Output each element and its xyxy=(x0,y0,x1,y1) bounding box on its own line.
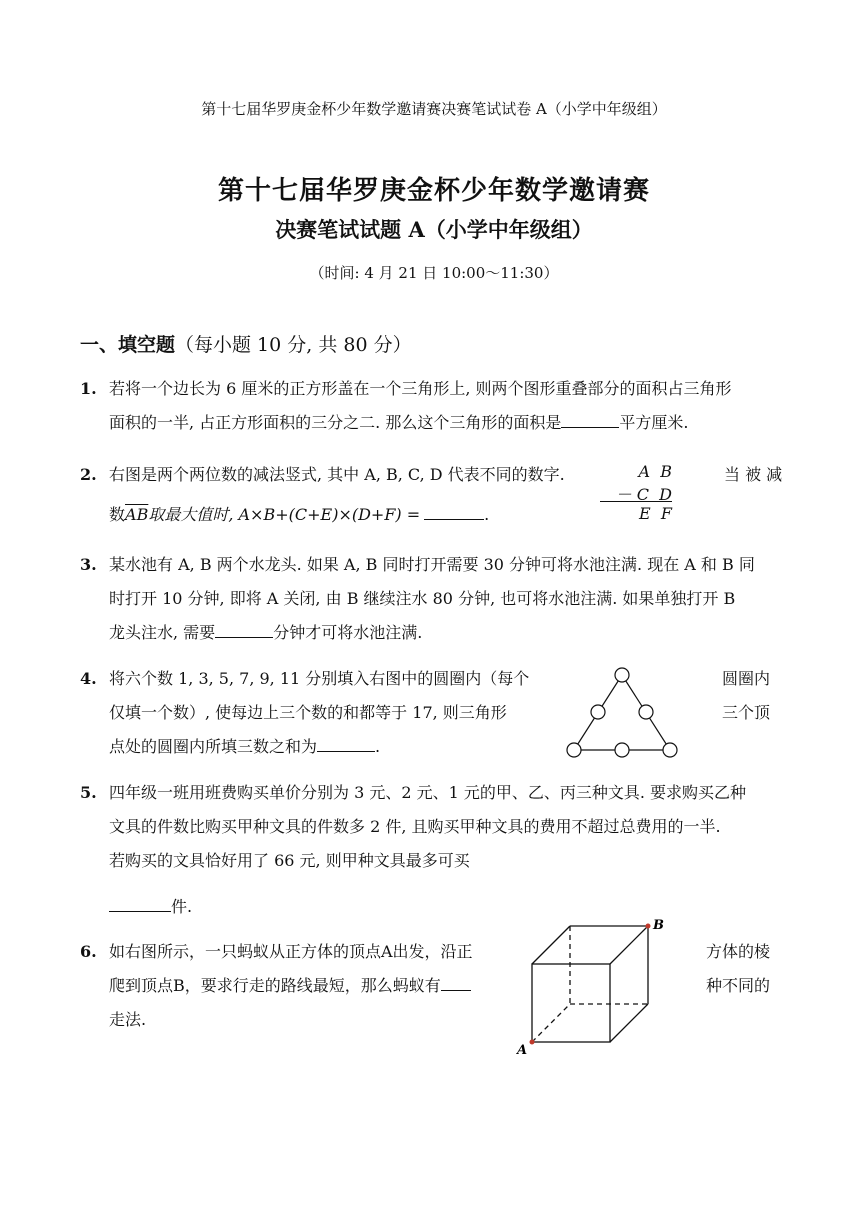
figure-row-3: E F xyxy=(639,504,672,523)
answer-blank[interactable] xyxy=(109,894,171,912)
question-text: 面积的一半, 占正方形面积的三分之二. 那么这个三角形的面积是 xyxy=(109,413,562,432)
page-header: 第十七届华罗庚金杯少年数学邀请赛决赛笔试试卷 A（小学中年级组） xyxy=(201,100,667,118)
answer-blank[interactable] xyxy=(441,973,471,991)
question-text: 取最大值时, A×B+(C+E)×(D+F) = xyxy=(148,505,421,524)
question-text: 方体的棱 xyxy=(706,942,771,961)
exam-time: （时间: 4 月 21 日 10:00～11:30） xyxy=(309,264,559,282)
question-text: 若将一个边长为 6 厘米的正方形盖在一个三角形上, 则两个图形重叠部分的面积占三角形 xyxy=(109,379,732,398)
question-text: 龙头注水, 需要 xyxy=(109,623,216,642)
section-heading xyxy=(80,330,412,357)
question-text: 将六个数 1, 3, 5, 7, 9, 11 分别填入右图中的圆圈内（每个 xyxy=(109,669,530,688)
section-note: （每小题 10 分, 共 80 分） xyxy=(175,334,412,356)
circle-node xyxy=(639,705,653,719)
figure-row-2: － C D xyxy=(600,482,672,502)
page-subtitle: 决赛笔试试题 A（小学中年级组） xyxy=(275,217,593,242)
vertex-a-label: A xyxy=(517,1043,528,1057)
subtraction-figure xyxy=(600,462,672,524)
cube-figure xyxy=(512,912,672,1057)
vertex-b-dot xyxy=(646,924,651,929)
question-text: 点处的圆圈内所填三数之和为 xyxy=(109,737,318,756)
question-1 xyxy=(80,372,800,432)
question-text: 件. xyxy=(171,897,193,916)
answer-blank[interactable] xyxy=(317,734,375,752)
question-text: 圆圈内 xyxy=(722,669,771,688)
vertex-b-label: B xyxy=(653,918,664,933)
question-text: . xyxy=(484,505,490,524)
answer-blank[interactable] xyxy=(424,502,484,520)
overline-ab: $\overline{AB}$ xyxy=(125,505,149,524)
question-text: 如右图所示，一只蚂蚁从正方体的顶点A出发，沿正 xyxy=(109,942,473,961)
question-4 xyxy=(80,662,800,756)
circle-node xyxy=(663,743,677,757)
question-number: 3. xyxy=(80,555,97,574)
question-text: 当 被 减 xyxy=(724,465,783,484)
question-number: 4. xyxy=(80,669,97,688)
question-number: 5. xyxy=(80,783,97,802)
circle-node xyxy=(615,668,629,682)
question-text: 爬到顶点B，要求行走的路线最短，那么蚂蚁有 xyxy=(109,976,441,995)
question-text: 时打开 10 分钟, 即将 A 关闭, 由 B 继续注水 80 分钟, 也可将水池注满. 如果单独打开 B xyxy=(109,589,736,608)
vertex-a-dot xyxy=(530,1040,535,1045)
question-text: . xyxy=(375,737,381,756)
question-text: 分钟才可将水池注满. xyxy=(273,623,423,642)
question-6 xyxy=(80,935,800,1029)
page-title: 第十七届华罗庚金杯少年数学邀请赛 xyxy=(217,176,650,206)
question-text: 仅填一个数）, 使每边上三个数的和都等于 17, 则三角形 xyxy=(109,703,507,722)
section-title: 一、填空题 xyxy=(80,334,176,356)
circle-node xyxy=(591,705,605,719)
question-number: 6. xyxy=(80,942,97,961)
question-text: 右图是两个两位数的减法竖式, 其中 A, B, C, D 代表不同的数字. xyxy=(109,465,565,484)
question-text: 文具的件数比购买甲种文具的件数多 2 件, 且购买甲种文具的费用不超过总费用的一半. xyxy=(109,817,721,836)
question-text: 走法. xyxy=(109,1010,147,1029)
circle-node xyxy=(615,743,629,757)
figure-row-1: A B xyxy=(638,462,672,481)
question-text: 数 xyxy=(109,505,126,524)
question-number: 1. xyxy=(80,379,97,398)
question-3 xyxy=(80,548,800,642)
circle-node xyxy=(567,743,581,757)
triangle-circles-figure xyxy=(560,662,684,764)
question-number: 2. xyxy=(80,465,97,484)
answer-blank[interactable] xyxy=(561,410,619,428)
question-text: 某水池有 A, B 两个水龙头. 如果 A, B 同时打开需要 30 分钟可将水池注满. 现在 A 和 B 同 xyxy=(109,555,755,574)
question-5 xyxy=(80,776,800,916)
question-text: 四年级一班用班费购买单价分别为 3 元、2 元、1 元的甲、乙、丙三种文具. 要求购买乙种 xyxy=(109,783,747,802)
question-text: 若购买的文具恰好用了 66 元, 则甲种文具最多可买 xyxy=(109,851,470,870)
question-text: 种不同的 xyxy=(706,976,771,995)
question-text: 三个顶 xyxy=(722,703,771,722)
question-text: 平方厘米. xyxy=(619,413,689,432)
answer-blank[interactable] xyxy=(215,620,273,638)
